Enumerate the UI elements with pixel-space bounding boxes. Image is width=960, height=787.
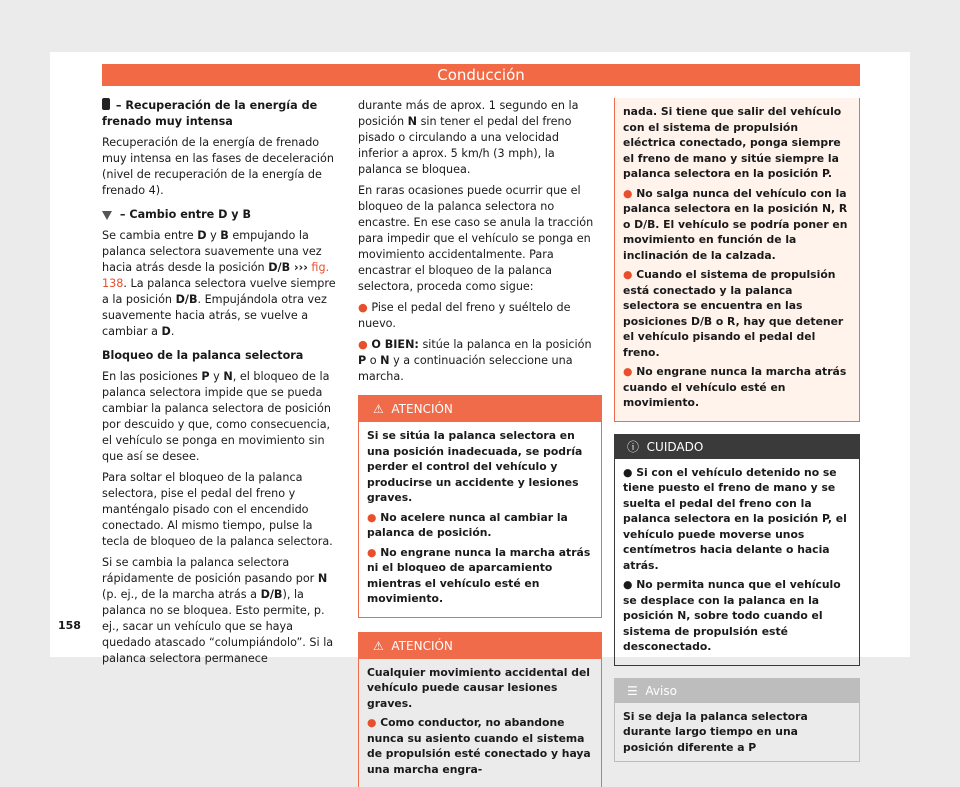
column-2 — [358, 98, 602, 787]
b-mode-icon — [102, 98, 110, 110]
caution-bullet-2: ● No permita nunca que el vehículo se desplace con la palanca en la posición N, sobre todo cuando el sistema de propulsión esté desconectado. — [623, 577, 851, 655]
warning-continuation — [614, 98, 860, 422]
col2-para-1: durante más de aprox. 1 segundo en la posición N sin tener el pedal del freno pisado o circulando a una velocidad inferior a aprox. 5 km/h (3 mph), la palanca se bloquea. — [358, 98, 602, 178]
caution-header: ⓘ CUIDADO — [615, 435, 859, 459]
section-header: Conducción — [102, 64, 860, 86]
recovery-body: Recuperación de la energía de frenado muy intensa en las fases de deceleración (nivel de recuperación de la energía de frenado 4). — [102, 135, 342, 199]
warning-header-1: ⚠ ATENCIÓN — [359, 396, 601, 422]
warning-box-2 — [358, 632, 602, 787]
continuation-bullet-1: ● No salga nunca del vehículo con la palanca selectora en la posición N, R o D/B. El vehículo se podría poner en movimiento en función de la inclinación de la calzada. — [623, 186, 851, 264]
continuation-bullet-2: ● Cuando el sistema de propulsión está conectado y la palanca selectora se encuentra en las posiciones D/B o R, hay que detener el vehículo pisando el pedal del freno. — [623, 267, 851, 360]
cambio-body: Se cambia entre D y B empujando la palanca selectora suavemente una vez hacia atrás desde la posición D/B ››› fig. 138. La palanca selectora vuelve siempre a la posición D/B. Empujándola otra vez suavemente hacia atrás, se vuelve a cambiar a D. — [102, 228, 342, 340]
notice-box — [614, 678, 860, 763]
warning-1-body: Si se sitúa la palanca selectora en una posición inadecuada, se podría perder el control del vehículo y producirse un accidente y lesiones graves. — [367, 428, 593, 506]
bloqueo-heading: Bloqueo de la palanca selectora — [102, 348, 342, 364]
warning-1-bullet-2: ● No engrane nunca la marcha atrás ni el bloqueo de aparcamiento mientras el vehículo esté en movimiento. — [367, 545, 593, 607]
col2-para-2: En raras ocasiones puede ocurrir que el bloqueo de la palanca selectora no encastre. En ese caso se anula la tracción para impedir que el vehículo se ponga en movimiento accidentalmente. Para encastrar el bloqueo de la palanca selectora, proceda como sigue: — [358, 183, 602, 295]
triangle-down-icon — [102, 211, 112, 220]
warning-2-bullet-1: ● Como conductor, no abandone nunca su asiento cuando el sistema de propulsión esté conectado y haya una marcha engra- — [367, 715, 593, 777]
bloqueo-body-3: Si se cambia la palanca selectora rápidamente de posición pasando por N (p. ej., de la marcha atrás a D/B), la palanca no se bloquea. Esto permite, p. ej., sacar un vehículo que se haya quedado atascado “columpiándolo”. Si la palanca selectora permanece — [102, 555, 342, 667]
warning-1-bullet-1: ● No acelere nunca al cambiar la palanca de posición. — [367, 510, 593, 541]
col2-bullet-1: ● Pise el pedal del freno y suéltelo de nuevo. — [358, 300, 602, 332]
recovery-heading: – Recuperación de la energía de frenado muy intensa — [102, 98, 342, 130]
notice-body: Si se deja la palanca selectora durante largo tiempo en una posición diferente a P — [615, 703, 859, 762]
cambio-heading: – Cambio entre D y B — [102, 207, 342, 223]
caution-bullet-1: ● Si con el vehículo detenido no se tiene puesto el freno de mano y se suelta el pedal del freno con la palanca selectora en la posición P, el vehículo puede moverse unos centímetros hacia delante o hacia atrás. — [623, 465, 851, 574]
column-1 — [102, 98, 342, 672]
page-number: 158 — [58, 619, 81, 632]
warning-2-body: Cualquier movimiento accidental del vehículo puede causar lesiones graves. — [367, 665, 593, 712]
continuation-bullet-3: ● No engrane nunca la marcha atrás cuando el vehículo esté en movimiento. — [623, 364, 851, 411]
warning-box-1 — [358, 395, 602, 618]
col2-bullet-2: ● O BIEN: sitúe la palanca en la posición P o N y a continuación seleccione una marcha. — [358, 337, 602, 385]
column-3 — [614, 98, 860, 762]
info-circle-icon: ⓘ — [627, 440, 639, 454]
notice-header: ☰ Aviso — [615, 679, 859, 703]
bloqueo-body-1: En las posiciones P y N, el bloqueo de la palanca selectora impide que se pueda cambiar la palanca selectora de posición por descuido y que, como consecuencia, el vehículo se ponga en movimiento sin que así se desee. — [102, 369, 342, 465]
figure-link[interactable]: fig. 138 — [102, 261, 329, 290]
warning-header-2: ⚠ ATENCIÓN — [359, 633, 601, 659]
warning-icon: ⚠ — [373, 639, 384, 653]
note-icon: ☰ — [627, 684, 638, 698]
caution-box — [614, 434, 860, 666]
bloqueo-body-2: Para soltar el bloqueo de la palanca selectora, pise el pedal del freno y manténgalo pisado con el encendido conectado. Al mismo tiempo, pulse la tecla de bloqueo de la palanca selectora. — [102, 470, 342, 550]
warning-icon: ⚠ — [373, 402, 384, 416]
continuation-para: nada. Si tiene que salir del vehículo con el sistema de propulsión eléctrica conectado, ponga siempre el freno de mano y sitúe siempre la palanca selectora en la posición P. — [623, 104, 851, 182]
